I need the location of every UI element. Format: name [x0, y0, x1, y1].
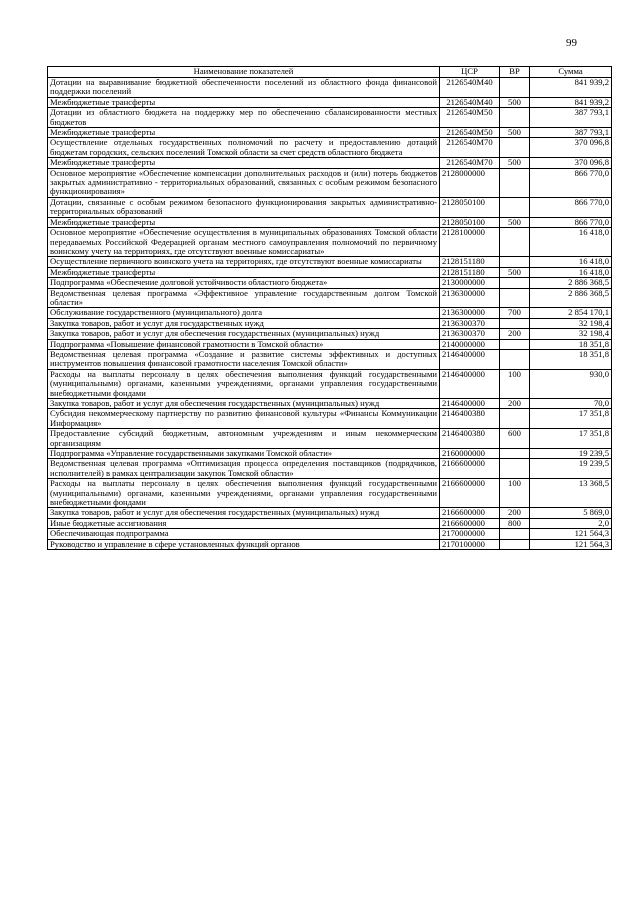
row-name-cell: Закупка товаров, работ и услуг для обеспечения государственных (муниципальных) нужд: [48, 508, 440, 518]
header-vr: ВР: [500, 67, 530, 78]
row-name-cell: Межбюджетные трансферты: [48, 128, 440, 138]
row-vr-cell: [500, 108, 530, 128]
row-sum-cell: 17 351,8: [530, 429, 612, 449]
row-vr-cell: 100: [500, 369, 530, 398]
header-sum: Сумма: [530, 67, 612, 78]
row-name-cell: Подпрограмма «Управление государственными закупками Томской области»: [48, 449, 440, 459]
row-name-cell: Дотации из областного бюджета на поддержку мер по обеспечению сбалансированности местных бюджетов: [48, 108, 440, 128]
row-csr-cell: 2166600000: [440, 518, 500, 528]
row-csr-cell: 2166600000: [440, 508, 500, 518]
row-sum-cell: 841 939,2: [530, 78, 612, 98]
row-sum-cell: 370 096,8: [530, 158, 612, 168]
row-csr-cell: 2126540M40: [440, 97, 500, 107]
table-row: [48, 257, 612, 267]
row-vr-cell: [500, 529, 530, 539]
table-row: [48, 479, 612, 508]
header-name: Наименование показателей: [48, 67, 440, 78]
budget-table: [47, 66, 612, 550]
table-row: [48, 288, 612, 308]
table-row: [48, 168, 612, 197]
row-sum-cell: 2 886 368,5: [530, 288, 612, 308]
table-row: [48, 429, 612, 449]
row-vr-cell: [500, 197, 530, 217]
row-vr-cell: [500, 318, 530, 328]
row-sum-cell: 370 096,8: [530, 138, 612, 158]
table-row: [48, 409, 612, 429]
row-sum-cell: 930,0: [530, 369, 612, 398]
row-csr-cell: 2146400000: [440, 369, 500, 398]
row-name-cell: Иные бюджетные ассигнования: [48, 518, 440, 528]
table-row: [48, 217, 612, 227]
row-name-cell: Ведомственная целевая программа «Оптимизация процесса определения поставщиков (подрядчиков, исполнителей) в рамках централизации закупок Томской области»: [48, 459, 440, 479]
row-csr-cell: 2146400000: [440, 349, 500, 369]
row-vr-cell: [500, 409, 530, 429]
row-vr-cell: 500: [500, 217, 530, 227]
row-sum-cell: 70,0: [530, 399, 612, 409]
row-name-cell: Осуществление первичного воинского учета на территориях, где отсутствуют военные комиссариаты: [48, 257, 440, 267]
row-sum-cell: 5 869,0: [530, 508, 612, 518]
table-row: [48, 349, 612, 369]
row-name-cell: Основное мероприятие «Обеспечение осуществления в муниципальных образованиях Томской области передаваемых Российской Федерацией органам местного самоуправления полномочий по первичному воинскому учету на территориях, где отсутствуют военные комиссариаты»: [48, 228, 440, 257]
row-sum-cell: 121 564,3: [530, 539, 612, 549]
header-csr: ЦСР: [440, 67, 500, 78]
table-row: [48, 508, 612, 518]
row-vr-cell: 500: [500, 128, 530, 138]
table-row: [48, 399, 612, 409]
row-vr-cell: [500, 449, 530, 459]
row-vr-cell: [500, 349, 530, 369]
table-row: [48, 197, 612, 217]
row-csr-cell: 2136300000: [440, 308, 500, 318]
row-csr-cell: 2166600000: [440, 479, 500, 508]
table-row: [48, 278, 612, 288]
row-vr-cell: [500, 257, 530, 267]
row-name-cell: Обслуживание государственного (муниципального) долга: [48, 308, 440, 318]
row-csr-cell: 2166600000: [440, 459, 500, 479]
row-csr-cell: 2128000000: [440, 168, 500, 197]
row-vr-cell: [500, 168, 530, 197]
row-csr-cell: 2130000000: [440, 278, 500, 288]
row-csr-cell: 2126540M70: [440, 138, 500, 158]
row-sum-cell: 866 770,0: [530, 197, 612, 217]
row-name-cell: Основное мероприятие «Обеспечение компенсации дополнительных расходов и (или) потерь бюджетов закрытых административно - территориальных образований, связанных с особым режимом безопасного функционирования»: [48, 168, 440, 197]
row-sum-cell: 18 351,8: [530, 339, 612, 349]
row-vr-cell: 500: [500, 158, 530, 168]
row-csr-cell: 2126540M50: [440, 128, 500, 138]
row-sum-cell: 17 351,8: [530, 409, 612, 429]
row-name-cell: Подпрограмма «Обеспечение долговой устойчивости областного бюджета»: [48, 278, 440, 288]
row-sum-cell: 32 198,4: [530, 318, 612, 328]
row-csr-cell: 2128050100: [440, 197, 500, 217]
table-row: [48, 329, 612, 339]
row-vr-cell: [500, 339, 530, 349]
row-vr-cell: [500, 78, 530, 98]
table-body: [48, 78, 612, 550]
row-sum-cell: 121 564,3: [530, 529, 612, 539]
row-vr-cell: 500: [500, 97, 530, 107]
row-name-cell: Дотации на выравнивание бюджетной обеспеченности поселений из областного фонда финансовой поддержки поселений: [48, 78, 440, 98]
table-row: [48, 267, 612, 277]
table-row: [48, 138, 612, 158]
row-sum-cell: 2 854 170,1: [530, 308, 612, 318]
row-vr-cell: [500, 228, 530, 257]
row-sum-cell: 16 418,0: [530, 228, 612, 257]
table-row: [48, 78, 612, 98]
row-name-cell: Расходы на выплаты персоналу в целях обеспечения выполнения функций государственными (муниципальными) органами, казенными учреждениями, органами управления государственными внебюджетными фондами: [48, 479, 440, 508]
row-vr-cell: 100: [500, 479, 530, 508]
row-name-cell: Предоставление субсидий бюджетным, автономным учреждениям и иным некоммерческим организациям: [48, 429, 440, 449]
row-sum-cell: 16 418,0: [530, 257, 612, 267]
row-vr-cell: [500, 278, 530, 288]
table-row: [48, 339, 612, 349]
row-vr-cell: 800: [500, 518, 530, 528]
row-csr-cell: 2136300370: [440, 329, 500, 339]
row-csr-cell: 2128151180: [440, 267, 500, 277]
row-vr-cell: 700: [500, 308, 530, 318]
row-vr-cell: 200: [500, 508, 530, 518]
row-vr-cell: [500, 459, 530, 479]
row-csr-cell: 2170000000: [440, 529, 500, 539]
row-csr-cell: 2146400380: [440, 409, 500, 429]
row-name-cell: Дотации, связанные с особым режимом безопасного функционирования закрытых административно-территориальных образований: [48, 197, 440, 217]
row-name-cell: Субсидия некоммерческому партнерству по развитию финансовой культуры «Финансы Коммуникации Информация»: [48, 409, 440, 429]
row-sum-cell: 19 239,5: [530, 449, 612, 459]
row-csr-cell: 2170100000: [440, 539, 500, 549]
row-csr-cell: 2136300000: [440, 288, 500, 308]
row-sum-cell: 387 793,1: [530, 108, 612, 128]
row-csr-cell: 2128151180: [440, 257, 500, 267]
row-vr-cell: [500, 539, 530, 549]
row-csr-cell: 2128100000: [440, 228, 500, 257]
row-vr-cell: 200: [500, 399, 530, 409]
table-row: [48, 128, 612, 138]
row-name-cell: Межбюджетные трансферты: [48, 158, 440, 168]
table-row: [48, 97, 612, 107]
table-row: [48, 108, 612, 128]
row-name-cell: Руководство и управление в сфере установленных функций органов: [48, 539, 440, 549]
row-name-cell: Подпрограмма «Повышение финансовой грамотности в Томской области»: [48, 339, 440, 349]
row-csr-cell: 2136300370: [440, 318, 500, 328]
row-sum-cell: 2,0: [530, 518, 612, 528]
row-sum-cell: 387 793,1: [530, 128, 612, 138]
row-csr-cell: 2126540M70: [440, 158, 500, 168]
row-sum-cell: 866 770,0: [530, 217, 612, 227]
table-header-row: [48, 67, 612, 78]
row-csr-cell: 2146400000: [440, 399, 500, 409]
row-vr-cell: 200: [500, 329, 530, 339]
row-sum-cell: 13 368,5: [530, 479, 612, 508]
row-name-cell: Межбюджетные трансферты: [48, 267, 440, 277]
row-name-cell: Осуществление отдельных государственных полномочий по расчету и предоставлению дотаций бюджетам городских, сельских поселений Томской области за счет средств областного бюджета: [48, 138, 440, 158]
row-name-cell: Межбюджетные трансферты: [48, 217, 440, 227]
row-sum-cell: 32 198,4: [530, 329, 612, 339]
row-name-cell: Обеспечивающая подпрограмма: [48, 529, 440, 539]
table-row: [48, 228, 612, 257]
table-row: [48, 449, 612, 459]
row-sum-cell: 866 770,0: [530, 168, 612, 197]
table-row: [48, 308, 612, 318]
table-row: [48, 369, 612, 398]
table-row: [48, 318, 612, 328]
row-sum-cell: 841 939,2: [530, 97, 612, 107]
page-number: 99: [566, 37, 577, 49]
row-csr-cell: 2140000000: [440, 339, 500, 349]
row-name-cell: Расходы на выплаты персоналу в целях обеспечения выполнения функций государственными (муниципальными) органами, казенными учреждениями, органами управления государственными внебюджетными фондами: [48, 369, 440, 398]
row-name-cell: Закупка товаров, работ и услуг для обеспечения государственных (муниципальных) нужд: [48, 399, 440, 409]
row-vr-cell: 500: [500, 267, 530, 277]
table-row: [48, 539, 612, 549]
table-row: [48, 158, 612, 168]
row-name-cell: Ведомственная целевая программа «Эффективное управление государственным долгом Томской области»: [48, 288, 440, 308]
row-csr-cell: 2126540M50: [440, 108, 500, 128]
row-name-cell: Ведомственная целевая программа «Создание и развитие системы эффективных и доступных инструментов повышения финансовой грамотности населения Томской области»: [48, 349, 440, 369]
table-row: [48, 518, 612, 528]
row-name-cell: Закупка товаров, работ и услуг для государственных нужд: [48, 318, 440, 328]
row-sum-cell: 2 886 368,5: [530, 278, 612, 288]
row-vr-cell: 600: [500, 429, 530, 449]
row-sum-cell: 19 239,5: [530, 459, 612, 479]
table-row: [48, 459, 612, 479]
row-vr-cell: [500, 288, 530, 308]
row-csr-cell: 2128050100: [440, 217, 500, 227]
row-csr-cell: 2126540M40: [440, 78, 500, 98]
row-sum-cell: 16 418,0: [530, 267, 612, 277]
row-csr-cell: 2160000000: [440, 449, 500, 459]
row-name-cell: Закупка товаров, работ и услуг для обеспечения государственных (муниципальных) нужд: [48, 329, 440, 339]
row-csr-cell: 2146400380: [440, 429, 500, 449]
row-sum-cell: 18 351,8: [530, 349, 612, 369]
row-vr-cell: [500, 138, 530, 158]
table-row: [48, 529, 612, 539]
row-name-cell: Межбюджетные трансферты: [48, 97, 440, 107]
